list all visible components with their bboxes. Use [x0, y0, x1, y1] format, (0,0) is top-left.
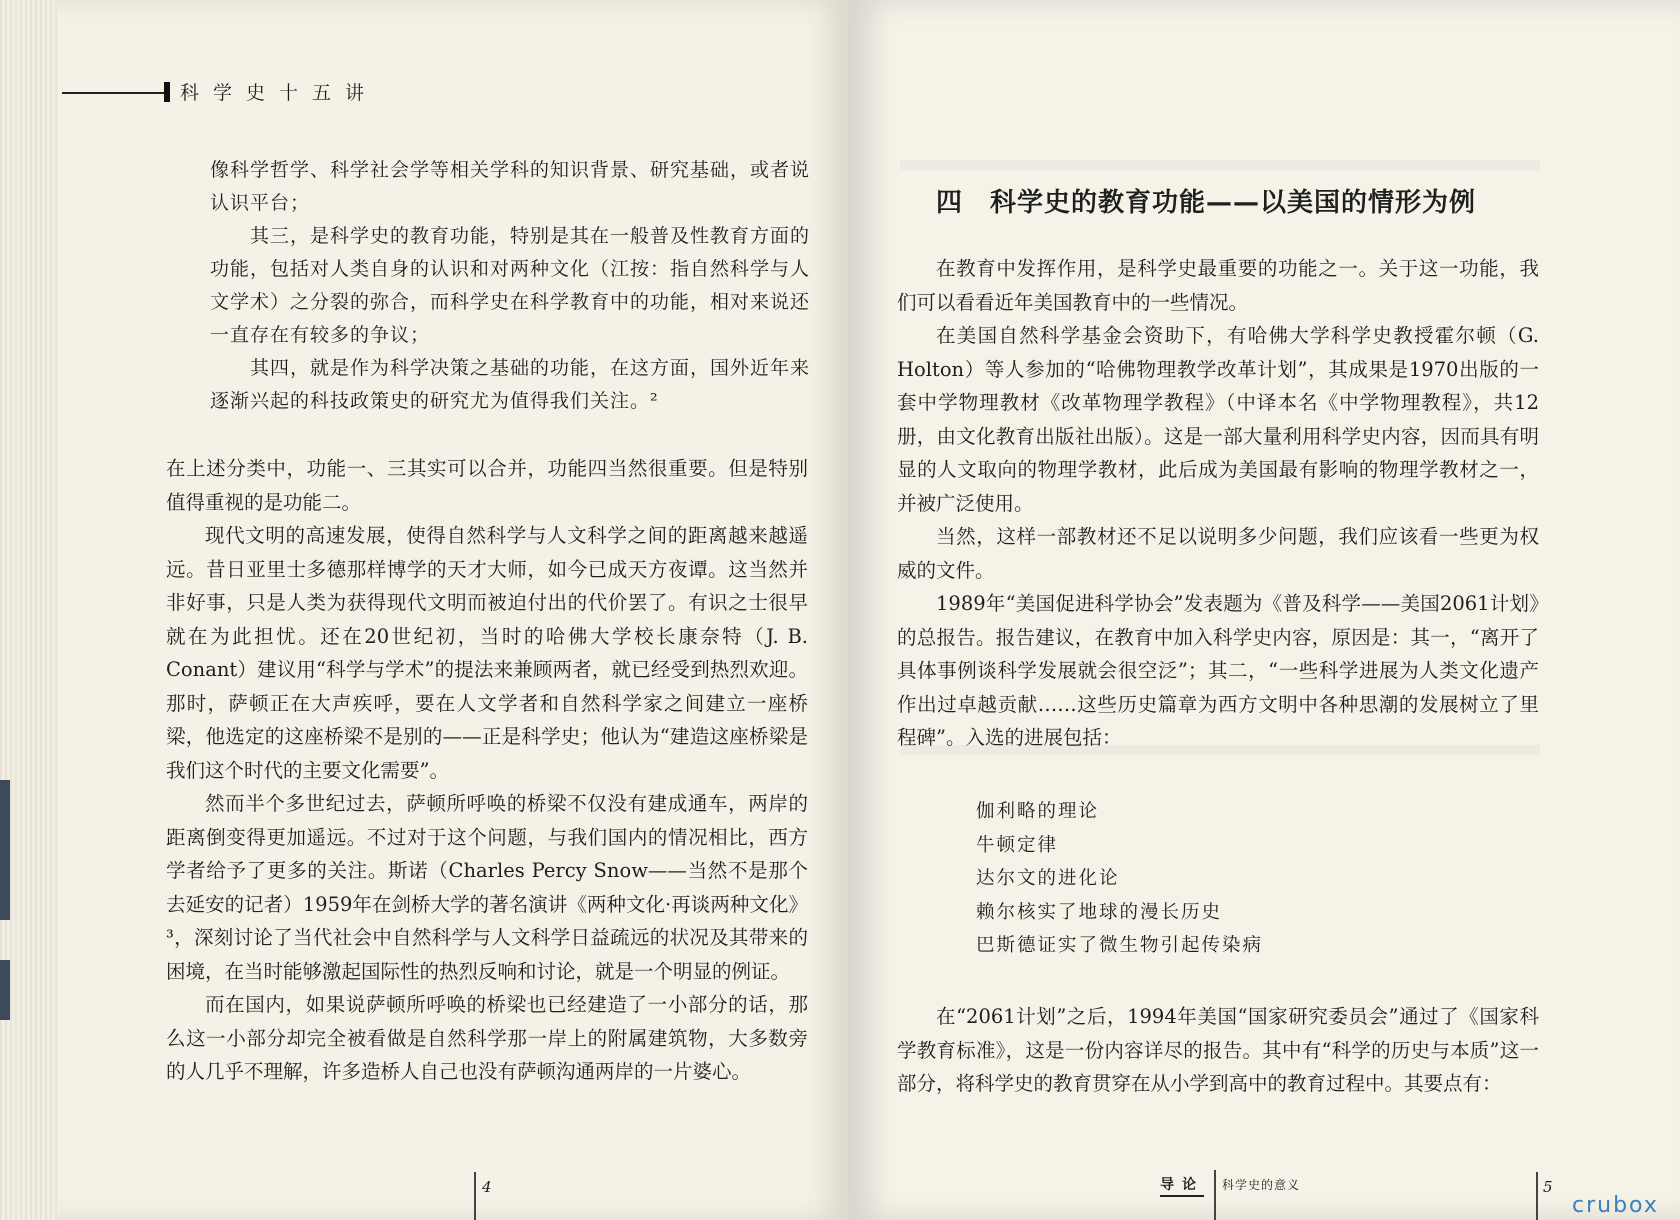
header-rule — [62, 92, 166, 94]
watermark: crubox — [1572, 1193, 1659, 1218]
page-number: 5 — [1543, 1178, 1553, 1196]
body-paragraph: 1989年“美国促进科学协会”发表题为《普及科学——美国2061计划》的总报告。报告建议，在教育中加入科学史内容，原因是：其一，“离开了具体事例谈科学发展就会很空泛”；其二，“一些科学进展为人类文化遗产作出过卓越贡献……这些历史篇章为西方文明中各种思潮的发展树立了里程碑”。入选的进展包括： — [897, 592, 1539, 749]
list-item: 赖尔核实了地球的漫长历史 — [976, 901, 1223, 923]
running-header: 科学史十五讲 — [180, 82, 379, 104]
header-bar — [164, 82, 170, 102]
footer-rule — [1214, 1170, 1216, 1220]
page-edges — [0, 0, 58, 1220]
left-body — [166, 452, 808, 1089]
block-quote — [210, 154, 814, 418]
footer-rule — [1536, 1172, 1538, 1220]
body-paragraph: 当然，这样一部教材还不足以说明多少问题，我们应该看一些更为权威的文件。 — [897, 525, 1539, 582]
list-item: 巴斯德证实了微生物引起传染病 — [976, 935, 1264, 956]
body-paragraph: 在教育中发挥作用，是科学史最重要的功能之一。关于这一功能，我们可以看看近年美国教育中的一些情况。 — [897, 257, 1539, 314]
progress-list — [976, 795, 1263, 963]
body-paragraph: 在“2061计划”之后，1994年美国“国家研究委员会”通过了《国家科学教育标准》，这是一份内容详尽的报告。其中有“科学的历史与本质”这一部分，将科学史的教育贯穿在从小学到高中的教育过程中。其要点有： — [897, 1005, 1539, 1095]
footer-chapter — [1160, 1174, 1204, 1194]
footer-subtitle: 科学史的意义 — [1222, 1178, 1301, 1192]
quote-paragraph: 其四，就是作为科学决策之基础的功能，在这方面，国外近年来逐渐兴起的科技政策史的研究尤为值得我们关注。² — [210, 357, 811, 412]
body-paragraph: 在上述分类中，功能一、三其实可以合并，功能四当然很重要。但是特别值得重视的是功能二。 — [166, 457, 808, 514]
footer-rule — [474, 1172, 476, 1220]
right-body-closing — [897, 1000, 1539, 1101]
scan-edge-mark — [0, 960, 10, 1020]
page-number: 4 — [482, 1178, 492, 1196]
list-item: 伽利略的理论 — [976, 801, 1100, 822]
right-body — [897, 252, 1539, 755]
body-paragraph: 然而半个多世纪过去，萨顿所呼唤的桥梁不仅没有建成通车，两岸的距离倒变得更加遥远。不过对于这个问题，与我们国内的情况相比，西方学者给予了更多的关注。斯诺（Charles Percy Snow——当然不是那个去延安的记者）1959年在剑桥大学的著名演讲《两种文化·再谈两种文化》³，深刻讨论了当代社会中自然科学与人文科学日益疏远的状况及其带来的困境，在当时能够激起国际性的热烈反响和讨论，就是一个明显的例证。 — [166, 792, 808, 983]
quote-paragraph: 像科学哲学、科学社会学等相关学科的知识背景、研究基础，或者说认识平台； — [210, 159, 811, 214]
footer-chapter-label: 导论 — [1160, 1177, 1204, 1197]
show-through-text — [900, 160, 1540, 170]
body-paragraph: 在美国自然科学基金会资助下，有哈佛大学科学史教授霍尔顿（G. Holton）等人参加的“哈佛物理教学改革计划”，其成果是1970出版的一套中学物理教材《改革物理学教程》（中译本名《中学物理教程》，共12册，由文化教育出版社出版）。这是一部大量利用科学史内容，因而具有明显的人文取向的物理学教材，此后成为美国最有影响的物理学教材之一，并被广泛使用。 — [897, 324, 1539, 515]
body-paragraph: 而在国内，如果说萨顿所呼唤的桥梁也已经建造了一小部分的话，那么这一小部分却完全被看做是自然科学那一岸上的附属建筑物，大多数旁的人几乎不理解，许多造桥人自己也没有萨顿沟通两岸的一片婆心。 — [166, 993, 808, 1083]
section-title: 四 科学史的教育功能——以美国的情形为例 — [936, 188, 1477, 218]
list-item: 达尔文的进化论 — [976, 868, 1120, 889]
list-item: 牛顿定律 — [976, 834, 1059, 856]
quote-paragraph: 其三，是科学史的教育功能，特别是其在一般普及性教育方面的功能，包括对人类自身的认识和对两种文化（江按：指自然科学与人文学术）之分裂的弥合，而科学史在科学教育中的功能，相对来说还一直存在有较多的争议； — [210, 225, 811, 346]
body-paragraph: 现代文明的高速发展，使得自然科学与人文科学之间的距离越来越遥远。昔日亚里士多德那样博学的天才大师，如今已成天方夜谭。这当然并非好事，只是人类为获得现代文明而被迫付出的代价罢了。有识之士很早就在为此担忧。还在20世纪初，当时的哈佛大学校长康奈特（J. B. Conant）建议用“科学与学术”的提法来兼顾两者，就已经受到热烈欢迎。那时，萨顿正在大声疾呼，要在人文学者和自然科学家之间建立一座桥梁，他选定的这座桥梁不是别的——正是科学史；他认为“建造这座桥梁是我们这个时代的主要文化需要”。 — [166, 524, 808, 782]
scan-edge-mark — [0, 780, 10, 920]
